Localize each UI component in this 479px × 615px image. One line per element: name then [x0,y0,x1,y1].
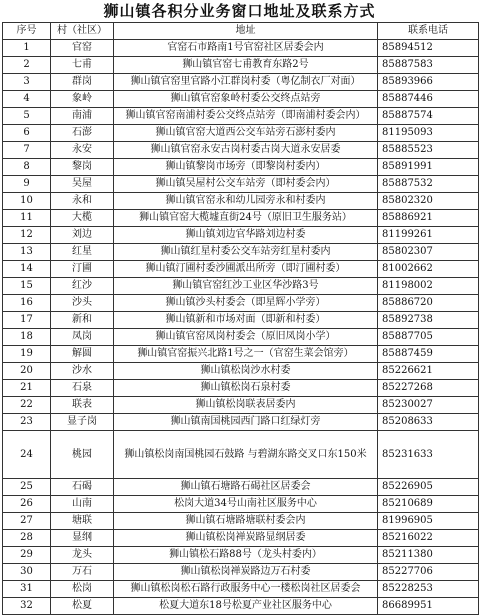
cell-phone: 85802320 [378,193,479,210]
cell-address: 狮山镇官窑南浦村委公交终点站旁（即南浦村委会内） [114,108,378,125]
cell-village: 永安 [51,142,114,159]
cell-address: 狮山镇吴屋村公交车站旁（即村委会内） [114,176,378,193]
cell-village: 松岗 [51,581,114,598]
cell-no: 14 [3,261,51,278]
cell-phone: 85227706 [378,564,479,581]
cell-phone: 85885523 [378,142,479,159]
table-row [3,479,479,496]
cell-village: 万石 [51,564,114,581]
table-row [3,346,479,363]
cell-address: 狮山镇石塘路石碣社区居委会 [114,479,378,496]
cell-phone: 86689951 [378,598,479,615]
cell-phone: 85887532 [378,176,479,193]
cell-village: 群岗 [51,74,114,91]
header-address: 地址 [114,23,378,40]
cell-phone: 81198002 [378,278,479,295]
cell-address: 狮山镇官窑象岭村委公交终点站旁 [114,91,378,108]
cell-no: 18 [3,329,51,346]
cell-no: 13 [3,244,51,261]
cell-phone: 81002662 [378,261,479,278]
cell-address: 狮山镇松岗石泉村委 [114,380,378,397]
cell-village: 黎岗 [51,159,114,176]
cell-no: 28 [3,530,51,547]
cell-no: 4 [3,91,51,108]
cell-village: 红沙 [51,278,114,295]
table-row [3,598,479,615]
cell-address: 狮山镇松岗禅炭路边万石村委 [114,564,378,581]
cell-no: 27 [3,513,51,530]
cell-village: 桃园 [51,431,114,479]
cell-no: 6 [3,125,51,142]
table-row [3,193,479,210]
cell-village: 官窑 [51,40,114,57]
cell-phone: 85892738 [378,312,479,329]
cell-no: 30 [3,564,51,581]
cell-address: 狮山镇官窑永安古岗村委古岗大道永安居委 [114,142,378,159]
cell-village: 山南 [51,496,114,513]
cell-village: 石碣 [51,479,114,496]
cell-village: 象岭 [51,91,114,108]
cell-phone: 85887459 [378,346,479,363]
cell-address: 狮山镇官窑大榄墟直街24号（原旧卫生服务站） [114,210,378,227]
cell-village: 刘边 [51,227,114,244]
table-row [3,74,479,91]
cell-village: 松夏 [51,598,114,615]
cell-address: 狮山镇松岗松石路行政服务中心一楼松岗社区居委会 [114,581,378,598]
cell-address: 狮山镇汀圃村委沙圃派出所旁（即汀圃村委） [114,261,378,278]
cell-phone: 81195093 [378,125,479,142]
cell-address: 狮山镇官窑凤岗村委会（原旧凤岗小学） [114,329,378,346]
header-phone: 联系电话 [378,23,479,40]
cell-phone: 81996905 [378,513,479,530]
cell-address: 狮山镇官窑七甫教育东路2号 [114,57,378,74]
table-row [3,244,479,261]
cell-no: 21 [3,380,51,397]
table-row [3,91,479,108]
cell-village: 汀圃 [51,261,114,278]
header-no: 序号 [3,23,51,40]
cell-address: 官窑石市路南1号官窑社区居委会内 [114,40,378,57]
cell-village: 解圆 [51,346,114,363]
table-row [3,547,479,564]
cell-address: 狮山镇红星村委公交车站旁红星村委内 [114,244,378,261]
cell-phone: 85886720 [378,295,479,312]
table-row [3,312,479,329]
table-row [3,159,479,176]
cell-phone: 85893966 [378,74,479,91]
cell-address: 狮山镇松岗联表居委内 [114,397,378,414]
cell-no: 15 [3,278,51,295]
cell-phone: 85228253 [378,581,479,598]
cell-village: 永和 [51,193,114,210]
table-row [3,581,479,598]
cell-no: 20 [3,363,51,380]
cell-no: 9 [3,176,51,193]
cell-village: 新和 [51,312,114,329]
cell-phone: 85216022 [378,530,479,547]
cell-address: 狮山镇石塘路塘联村委会内 [114,513,378,530]
cell-village: 大榄 [51,210,114,227]
cell-address: 松夏大道东18号松夏产业社区服务中心 [114,598,378,615]
table-row [3,363,479,380]
cell-no: 8 [3,159,51,176]
cell-address: 狮山镇官窑振兴北路1号之一（官窑生菜会馆旁） [114,346,378,363]
cell-no: 29 [3,547,51,564]
cell-phone: 85887446 [378,91,479,108]
table-row [3,142,479,159]
table-row [3,125,479,142]
page-title: 狮山镇各积分业务窗口地址及联系方式 [103,2,376,20]
cell-phone: 85230027 [378,397,479,414]
table-row [3,210,479,227]
table-row [3,176,479,193]
table-row [3,380,479,397]
table-body [3,40,479,615]
cell-address: 狮山镇官窑大道西公交车站旁石澎村委内 [114,125,378,142]
cell-village: 塘联 [51,513,114,530]
cell-village: 红星 [51,244,114,261]
cell-village: 联表 [51,397,114,414]
cell-address: 狮山镇官窑永和幼儿园旁永和村委内 [114,193,378,210]
table-row [3,57,479,74]
cell-no: 10 [3,193,51,210]
cell-village: 沙头 [51,295,114,312]
cell-phone: 85211380 [378,547,479,564]
table-row [3,295,479,312]
table-row [3,513,479,530]
cell-no: 19 [3,346,51,363]
cell-no: 1 [3,40,51,57]
cell-address: 狮山镇黎岗市场旁（即黎岗村委内） [114,159,378,176]
cell-village: 沙水 [51,363,114,380]
cell-phone: 85226621 [378,363,479,380]
cell-address: 狮山镇官窑里官路小江群岗村委（粤亿制衣厂对面） [114,74,378,91]
cell-no: 26 [3,496,51,513]
table-row [3,496,479,513]
table-row [3,431,479,479]
table-row [3,108,479,125]
cell-no: 31 [3,581,51,598]
cell-village: 石澎 [51,125,114,142]
cell-phone: 85894512 [378,40,479,57]
table-row [3,564,479,581]
cell-village: 龙头 [51,547,114,564]
cell-no: 22 [3,397,51,414]
cell-address: 狮山镇松岗沙水村委 [114,363,378,380]
cell-address: 狮山镇刘边官华路刘边村委 [114,227,378,244]
cell-phone: 85210689 [378,496,479,513]
cell-no: 11 [3,210,51,227]
cell-village: 七甫 [51,57,114,74]
cell-phone: 85887705 [378,329,479,346]
cell-address: 狮山镇松岗南国桃园石鼓路 与碧湖东路交叉口东150米 [114,431,378,479]
cell-phone: 85208633 [378,414,479,431]
cell-phone: 85891991 [378,159,479,176]
cell-village: 显纲 [51,530,114,547]
header-village: 村（社区） [51,23,114,40]
cell-no: 5 [3,108,51,125]
cell-phone: 85886921 [378,210,479,227]
cell-phone: 81199261 [378,227,479,244]
cell-village: 南浦 [51,108,114,125]
cell-phone: 85227268 [378,380,479,397]
cell-phone: 85231633 [378,431,479,479]
office-table [2,22,479,615]
cell-village: 吴屋 [51,176,114,193]
table-row [3,261,479,278]
cell-no: 23 [3,414,51,431]
cell-address: 狮山镇沙头村委会（即星辉小学旁） [114,295,378,312]
cell-no: 2 [3,57,51,74]
table-header-row [3,23,479,40]
cell-village: 石泉 [51,380,114,397]
cell-phone: 85802307 [378,244,479,261]
table-row [3,530,479,547]
table-row [3,329,479,346]
cell-address: 狮山镇新和市场对面（即新和村委） [114,312,378,329]
table-row [3,414,479,431]
cell-address: 狮山镇松石路88号（龙头村委内） [114,547,378,564]
cell-address: 狮山镇南国桃园西门路口红绿灯旁 [114,414,378,431]
cell-no: 7 [3,142,51,159]
cell-no: 24 [3,431,51,479]
cell-no: 16 [3,295,51,312]
table-row [3,40,479,57]
table-row [3,227,479,244]
cell-no: 3 [3,74,51,91]
cell-no: 32 [3,598,51,615]
cell-village: 凤岗 [51,329,114,346]
table-row [3,397,479,414]
cell-no: 12 [3,227,51,244]
table-row [3,278,479,295]
cell-phone: 85887583 [378,57,479,74]
cell-phone: 85226905 [378,479,479,496]
cell-no: 17 [3,312,51,329]
cell-address: 松岗大道34号山南社区服务中心 [114,496,378,513]
cell-phone: 85887574 [378,108,479,125]
cell-address: 狮山镇官窑红沙工业区华沙路3号 [114,278,378,295]
cell-address: 狮山镇松岗禅炭路显纲居委 [114,530,378,547]
cell-village: 显子岗 [51,414,114,431]
cell-no: 25 [3,479,51,496]
